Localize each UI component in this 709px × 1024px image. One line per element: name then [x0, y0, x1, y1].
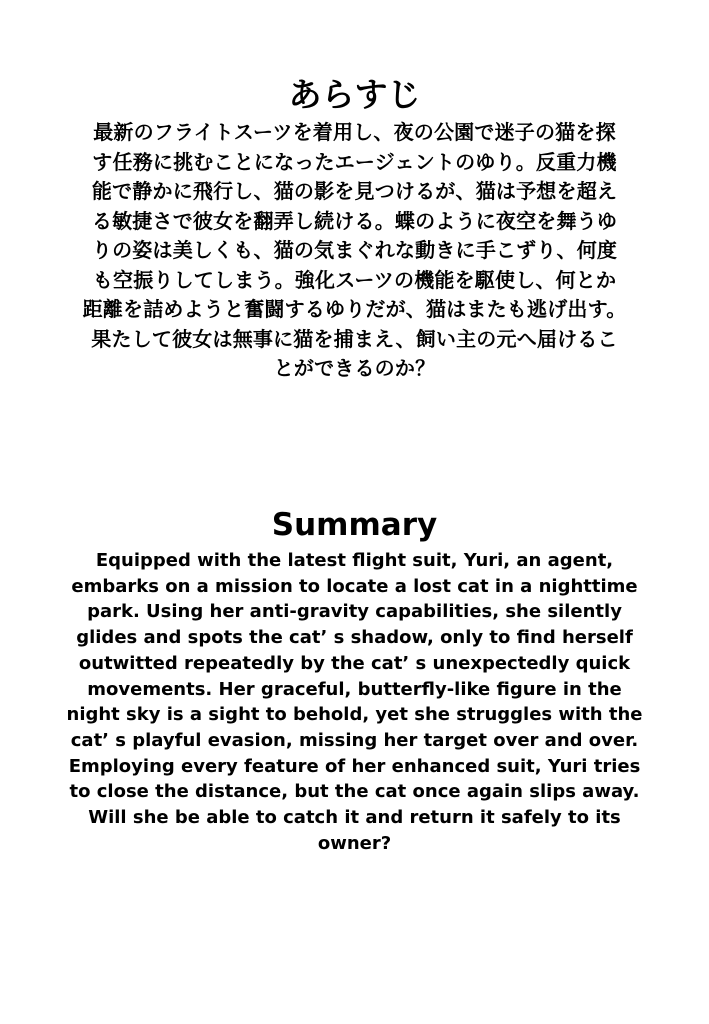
japanese-summary-section: [30, 72, 679, 384]
japanese-body: 最新のフライトスーツを着用し、夜の公園で迷子の猫を探 す任務に挑むことになったエージェントのゆり。反重力機 能で静かに飛行し、猫の影を見つけるが、猫は予想を超え る敏捷さで彼女を翻弄し続ける。蝶のように夜空を舞うゆ りの姿は美しくも、猫の気まぐれな動きに手こずり、何度 も空振りしてしまう。強化スーツの機能を駆使し、何とか 距離を詰めようと奮闘するゆりだが、猫はまたも逃げ出す。 果たして彼女は無事に猫を捕まえ、飼い主の元へ届けるこ とができるのか？: [82, 120, 627, 380]
english-body: Equipped with the latest flight suit, Yuri, an agent, embarks on a mission to locate a lost cat in a nighttime park. Using her anti-gravity capabilities, she silently glides and spots the cat’ s shadow, only to find herself outwitted repeatedly by the cat’ s unexpectedly quick movements. Her graceful, butterfly-like figure in the night sky is a sight to behold, yet she struggles with the cat’ s playful evasion, missing her target over and over. Employing every feature of her enhanced suit, Yuri tries to close the distance, but the cat once again slips away. Will she be able to catch it and return it safely to its owner?: [66, 550, 643, 854]
english-title: Summary: [271, 507, 438, 543]
japanese-title: あらすじ: [288, 75, 421, 114]
english-summary-section: [40, 502, 669, 856]
